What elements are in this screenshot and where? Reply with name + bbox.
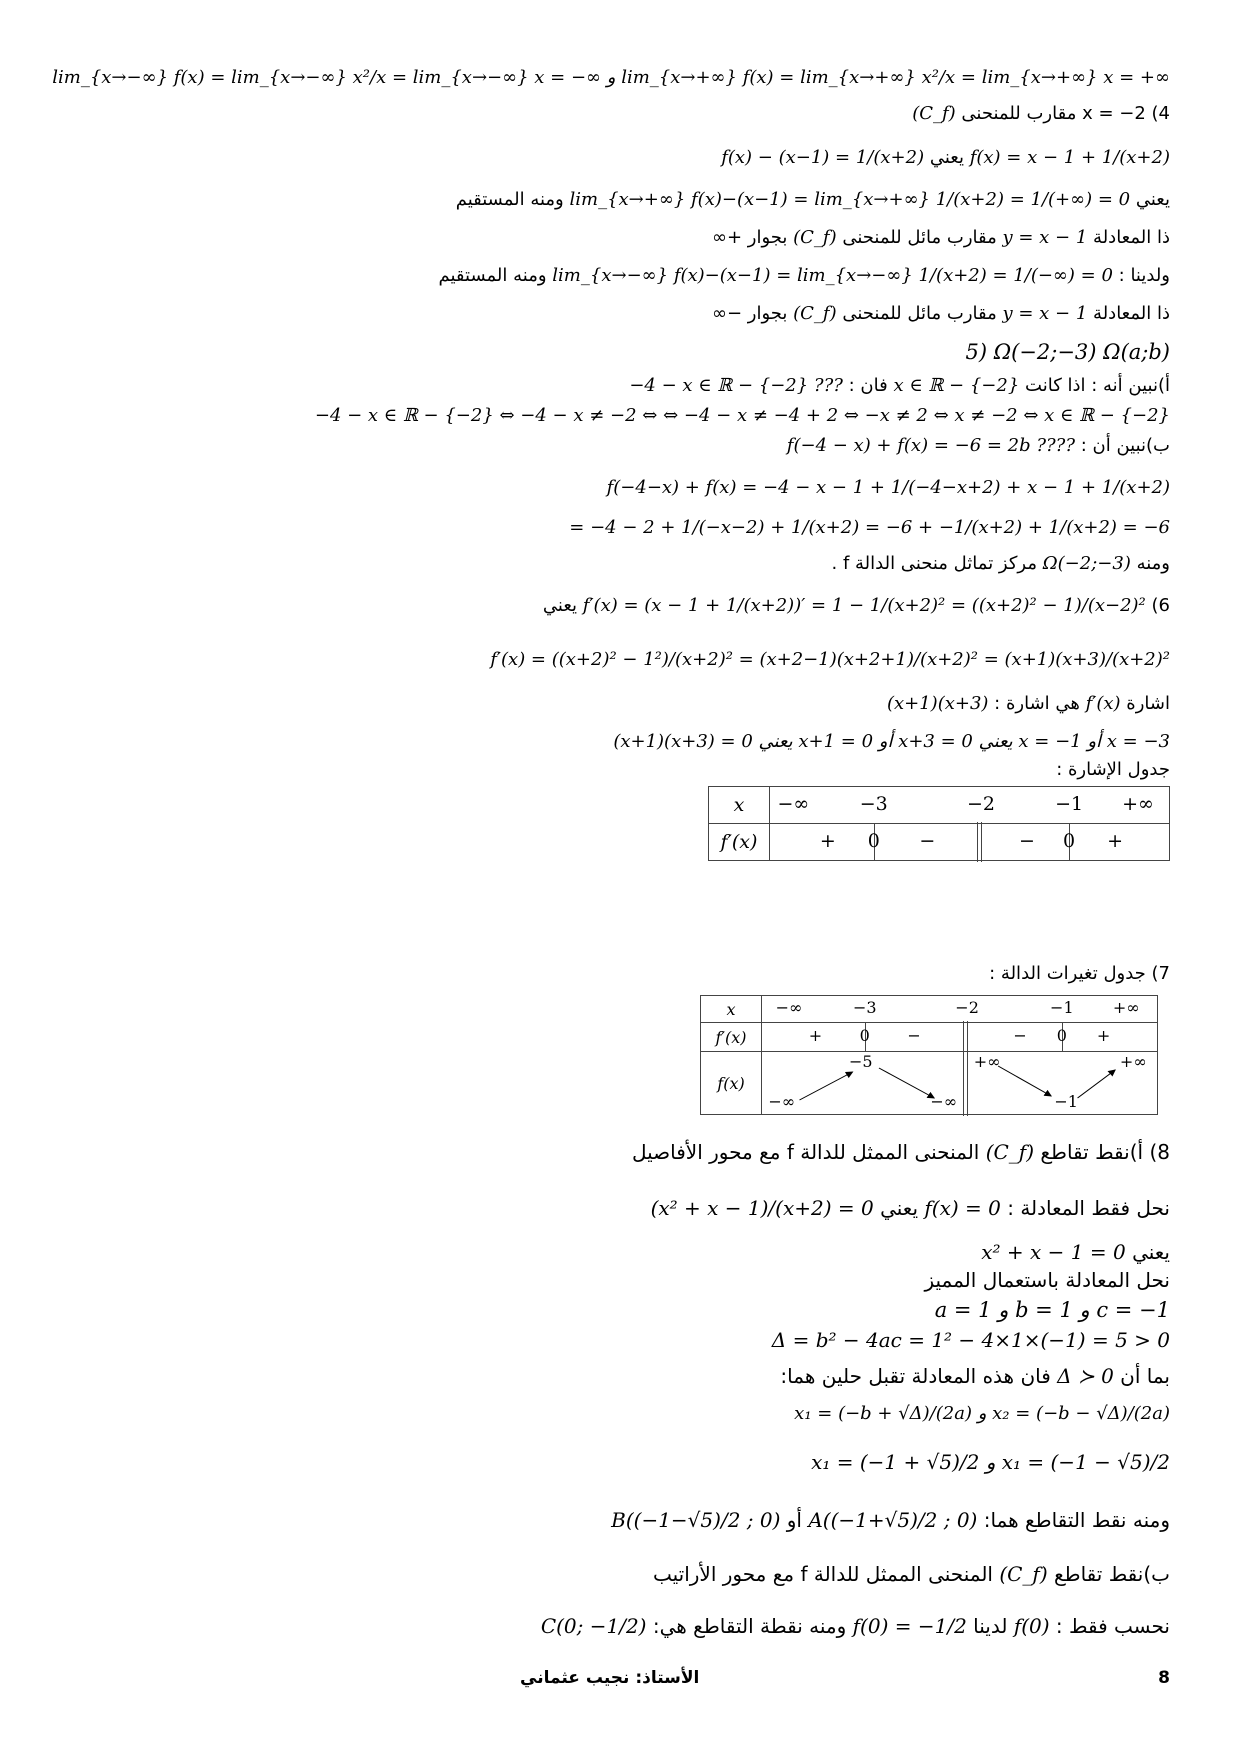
curve-name: (C_f)	[793, 227, 837, 248]
f-value: −1	[1054, 1092, 1078, 1111]
root-values: x₁ = (−1 + √5)/2 و x₁ = (−1 − √5)/2	[811, 1450, 1170, 1474]
sign: −	[1018, 830, 1035, 852]
intersection-point-text: ومنه نقطة التقاطع هي:	[652, 1614, 847, 1638]
then-text: فان :	[848, 375, 888, 396]
line-6	[70, 262, 1170, 290]
f-value: −∞	[930, 1092, 958, 1111]
neighborhood-text: بجوار +∞	[711, 227, 788, 248]
connector-word: يعني	[880, 1196, 919, 1220]
line-18	[70, 728, 1170, 756]
line-32	[70, 1612, 1170, 1640]
we-have-text: لدينا	[973, 1614, 1008, 1638]
line-22	[70, 1194, 1170, 1222]
x-value: −∞	[775, 998, 803, 1017]
f-at-zero: f(0)	[1013, 1614, 1050, 1638]
symmetry-computation-1: f(−4−x) + f(x) = −4 − x − 1 + 1/(−4−x+2) + x − 1 + 1/(x+2)	[606, 477, 1170, 498]
equation-text: ذا المعادلة	[1093, 303, 1170, 324]
roots-solution: (x+1)(x+3) = 0 يعني x+1 = 0 أو x+3 = 0 يعني x = −1 أو x = −3	[613, 731, 1170, 752]
curve-name: (C_f)	[985, 1140, 1035, 1164]
derivative-computation: f′(x) = (x − 1 + 1/(x+2))′ = 1 − 1/(x+2)² = ((x+2)² − 1)/(x−2)²	[582, 595, 1146, 616]
var-table-fp-label: f′(x)	[701, 1023, 762, 1052]
decreasing-arrow	[879, 1068, 934, 1098]
since-text: بما أن	[1120, 1364, 1170, 1388]
point-b: B((−1−√5)/2 ; 0)	[611, 1508, 781, 1532]
oblique-asymptote-text: مقارب مائل للمنحنى	[842, 303, 997, 324]
connector-word: يعني	[929, 147, 964, 168]
limit-minus-infinity: lim_{x→−∞} f(x)−(x−1) = lim_{x→−∞} 1/(x+2) = 1/(−∞) = 0	[552, 265, 1113, 286]
function-expression: f(x) = x − 1 + 1/(x+2)	[969, 147, 1170, 168]
sign-zero: 0	[1056, 1026, 1067, 1045]
solve-text: نحل فقط المعادلة :	[1007, 1196, 1170, 1220]
asymptote-equation: y = x − 1	[1002, 303, 1088, 324]
x-value: −1	[1050, 998, 1074, 1017]
root-formulas: x₁ = (−b + √Δ)/(2a) و x₂ = (−b − √Δ)/(2a)	[794, 1403, 1170, 1424]
part-a-text: أ)نبين أنه : اذا كانت	[1025, 375, 1170, 396]
sign: +	[1096, 1026, 1111, 1045]
x-value: −1	[1055, 793, 1084, 815]
forbidden-value-bar	[977, 822, 982, 862]
rational-equation: (x² + x − 1)/(x+2) = 0	[650, 1196, 874, 1220]
derivative-name: f′(x)	[1085, 693, 1121, 714]
line-21	[70, 1138, 1170, 1166]
discriminant-computation: Δ = b² − 4ac = 1² − 4×1×(−1) = 5 > 0	[771, 1328, 1170, 1352]
var-table-f-row	[762, 1052, 1158, 1115]
x-value: −3	[852, 998, 877, 1017]
var-table-sign-row	[762, 1023, 1158, 1052]
y-axis-intersection-text: المنحنى الممثل للدالة f مع محور الأراتيب	[652, 1562, 993, 1586]
line-10	[70, 402, 1170, 430]
sign-table-fp-label: f′(x)	[709, 824, 770, 861]
increasing-arrow	[1078, 1070, 1116, 1098]
derivative-factored: f′(x) = ((x+2)² − 1²)/(x+2)² = (x+2−1)(x+2+1)/(x+2)² = (x+1)(x+3)/(x+2)²	[490, 649, 1170, 670]
line-12	[70, 474, 1170, 502]
domain-claim: −4 − x ∈ ℝ − {−2} ???	[629, 375, 843, 396]
equation-text: ذا المعادلة	[1093, 227, 1170, 248]
sign-zero: 0	[867, 830, 880, 852]
line-15	[70, 592, 1170, 620]
decreasing-arrow	[998, 1066, 1051, 1096]
factored-product: (x+1)(x+3)	[886, 693, 989, 714]
two-solutions-text: فان هذه المعادلة تقبل حلين هما:	[780, 1364, 1051, 1388]
sign-table-sign-row	[770, 824, 1170, 861]
var-table-f-label: f(x)	[701, 1052, 762, 1115]
line-7	[70, 300, 1170, 328]
sign: +	[808, 1026, 823, 1045]
difference-expression: f(x) − (x−1) = 1/(x+2)	[721, 147, 925, 168]
curve-name: (C_f)	[793, 303, 837, 324]
symmetry-center: 5) Ω(−2;−3) Ω(a;b)	[965, 340, 1170, 364]
intersection-points-text: ومنه نقط التقاطع هما:	[983, 1508, 1170, 1532]
conclusion-text: ومنه المستقيم	[455, 189, 564, 210]
x-value: +∞	[1122, 793, 1154, 815]
line-5	[70, 224, 1170, 252]
equation-f-zero: f(x) = 0	[924, 1196, 1001, 1220]
discriminant-method-text: نحل المعادلة باستعمال المميز	[924, 1268, 1170, 1292]
x-value: −2	[955, 998, 979, 1017]
oblique-asymptote-text: مقارب مائل للمنحنى	[842, 227, 997, 248]
line-25	[70, 1296, 1170, 1324]
line-17	[70, 690, 1170, 718]
x-value: −2	[966, 793, 995, 815]
f-value: +∞	[973, 1052, 1001, 1071]
limit-equations: lim_{x→−∞} f(x) = lim_{x→−∞} x²/x = lim_{x→−∞} x = −∞ و lim_{x→+∞} f(x) = lim_{x→+∞} x²/x = lim_{x→+∞} x = +∞	[52, 67, 1170, 88]
line-31	[70, 1560, 1170, 1588]
neighborhood-text: بجوار −∞	[711, 303, 788, 324]
part-8a-text: 8) أ)نقط تقاطع	[1040, 1140, 1170, 1164]
conclusion-text: ومنه	[1136, 553, 1170, 574]
variation-table-title: 7) جدول تغيرات الدالة :	[989, 963, 1170, 984]
sign-of-text: هي اشارة :	[994, 693, 1080, 714]
page-number: 8	[1158, 1668, 1170, 1688]
line-9	[70, 372, 1170, 400]
f-zero-value: f(0) = −1/2	[852, 1614, 967, 1638]
x-axis-intersection-text: المنحنى الممثل للدالة f مع محور الأفاصيل	[631, 1140, 980, 1164]
line-16	[70, 646, 1170, 674]
curve-name: (C_f)	[999, 1562, 1048, 1586]
question-number: 6)	[1151, 595, 1170, 616]
domain-condition: x ∈ ℝ − {−2}	[893, 375, 1020, 396]
sign-table	[708, 786, 1170, 861]
line-4	[70, 186, 1170, 214]
line-19	[70, 756, 1170, 784]
part-b-text: ب)نبين أن :	[1080, 435, 1170, 456]
connector-word: يعني	[542, 595, 578, 616]
f-value: −5	[848, 1052, 873, 1071]
x-value: −3	[859, 793, 888, 815]
symmetry-claim: f(−4 − x) + f(x) = −6 = 2b ????	[786, 435, 1075, 456]
sign-table-x-row	[770, 787, 1170, 824]
sign-table-x-label: x	[709, 787, 770, 824]
connector-word: يعني	[1135, 189, 1170, 210]
point-c: C(0; −1/2)	[540, 1614, 647, 1638]
line-13	[70, 514, 1170, 542]
sign: +	[819, 830, 836, 852]
f-value: −∞	[768, 1092, 796, 1111]
sign-zero: 0	[1063, 830, 1076, 852]
author-name: الأستاذ: نجيب عثماني	[520, 1668, 700, 1688]
sign-table-title: جدول الإشارة :	[1056, 759, 1170, 780]
conclusion-text: ومنه المستقيم	[438, 265, 547, 286]
curve-name: (C_f)	[912, 103, 956, 124]
point-a: A((−1+√5)/2 ; 0)	[808, 1508, 978, 1532]
or-text: أو	[786, 1508, 802, 1532]
sign: −	[919, 830, 936, 852]
sign-text: اشارة	[1126, 693, 1170, 714]
line-14	[70, 550, 1170, 578]
x-value: +∞	[1112, 998, 1140, 1017]
symmetry-computation-2: = −4 − 2 + 1/(−x−2) + 1/(x+2) = −6 + −1/(x+2) + 1/(x+2) = −6	[569, 517, 1170, 538]
compute-text: نحسب فقط :	[1055, 1614, 1170, 1638]
variation-arrows	[762, 1052, 1157, 1114]
line-24	[70, 1266, 1170, 1294]
part-8b-text: ب)نقط تقاطع	[1054, 1562, 1170, 1586]
asymptote-equation: y = x − 1	[1002, 227, 1088, 248]
forbidden-value-bar	[963, 1050, 968, 1116]
x-value: −∞	[777, 793, 810, 815]
line-11	[70, 432, 1170, 460]
equivalence-chain: −4 − x ∈ ℝ − {−2} ⇔ −4 − x ≠ −2 ⇔ ⇔ −4 − x ≠ −4 + 2 ⇔ −x ≠ 2 ⇔ x ≠ −2 ⇔ x ∈ ℝ − {−2}	[314, 405, 1170, 426]
line-26	[70, 1326, 1170, 1354]
line-8	[70, 338, 1170, 366]
line-23	[70, 1238, 1170, 1266]
line-20	[70, 960, 1170, 988]
omega-point: Ω(−2;−3)	[1042, 553, 1131, 574]
sign: +	[1107, 830, 1123, 852]
line-28	[70, 1400, 1170, 1428]
vertical-asymptote-text: 4) x = −2 مقارب للمنحنى	[961, 103, 1170, 124]
line-1	[52, 64, 1170, 92]
limit-plus-infinity: lim_{x→+∞} f(x)−(x−1) = lim_{x→+∞} 1/(x+2) = 1/(+∞) = 0	[569, 189, 1131, 210]
sign-zero: 0	[859, 1026, 870, 1045]
line-29	[70, 1448, 1170, 1476]
connector-word: يعني	[1132, 1240, 1170, 1264]
symmetry-center-text: مركز تماثل منحنى الدالة f .	[831, 553, 1037, 574]
variation-table	[700, 995, 1158, 1115]
var-table-x-label: x	[701, 996, 762, 1023]
sign: −	[907, 1026, 921, 1045]
coefficients: a = 1 و b = 1 و c = −1	[934, 1298, 1170, 1322]
discriminant-positive: Δ ≻ 0	[1057, 1364, 1114, 1388]
line-3	[70, 144, 1170, 172]
we-have-text: ولدينا :	[1118, 265, 1170, 286]
sign: −	[1013, 1026, 1027, 1045]
quadratic-equation: x² + x − 1 = 0	[981, 1240, 1126, 1264]
var-table-x-row	[762, 996, 1158, 1023]
forbidden-value-bar	[963, 1021, 968, 1053]
line-2	[70, 100, 1170, 128]
increasing-arrow	[800, 1072, 853, 1100]
line-30	[70, 1506, 1170, 1534]
f-value: +∞	[1119, 1052, 1147, 1071]
line-27	[70, 1362, 1170, 1390]
